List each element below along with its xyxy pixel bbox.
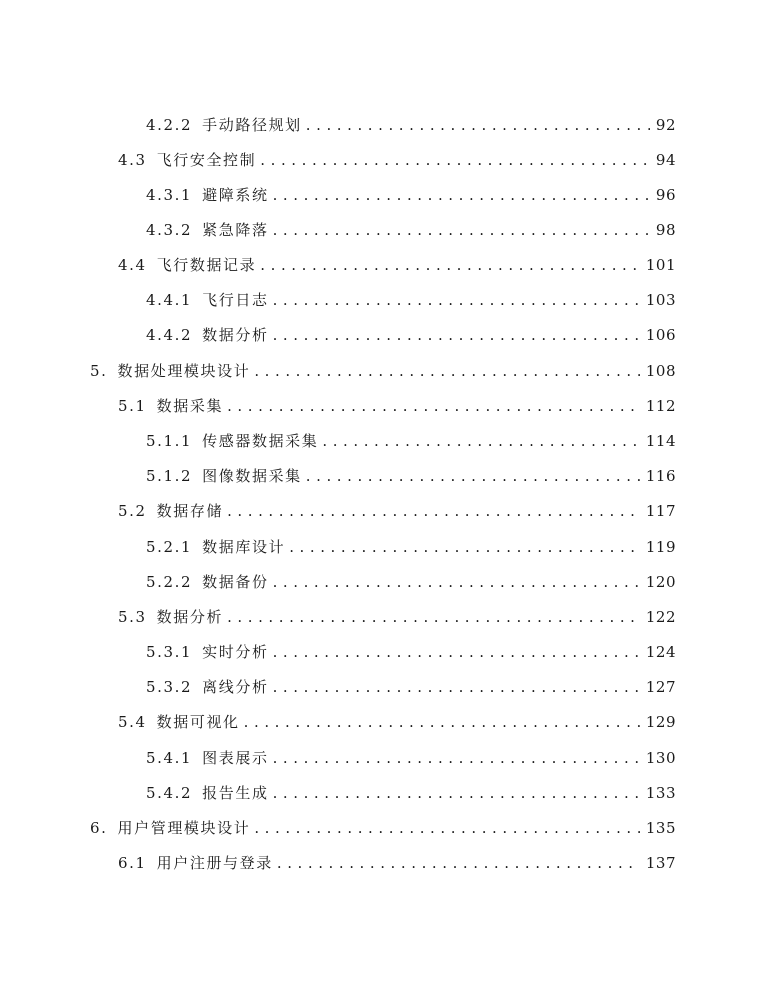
toc-entry-title: 飞行数据记录 <box>156 256 257 274</box>
toc-dot-leader <box>273 573 640 591</box>
toc-entry-number: 5.2.1 <box>146 538 193 556</box>
toc-dot-leader <box>273 749 640 767</box>
toc-entry[interactable] <box>146 430 676 452</box>
toc-entry[interactable] <box>118 500 676 522</box>
toc-entry-number: 6.1 <box>118 854 147 872</box>
toc-entry-page: 117 <box>645 502 676 520</box>
toc-entry-title: 报告生成 <box>202 784 269 802</box>
toc-entry-number: 4.2.2 <box>146 116 193 134</box>
toc-entry[interactable] <box>118 711 676 733</box>
toc-dot-leader <box>306 467 640 485</box>
toc-entry-page: 137 <box>645 854 676 872</box>
toc-dot-leader <box>273 678 640 696</box>
toc-dot-leader <box>260 256 640 274</box>
toc-entry-number: 5.3.2 <box>146 678 193 696</box>
toc-dot-leader <box>289 538 640 556</box>
toc-entry-page: 98 <box>655 221 676 239</box>
toc-entry-number: 5.4.2 <box>146 784 193 802</box>
toc-entry[interactable] <box>146 184 676 206</box>
toc-entry-title: 数据库设计 <box>202 538 286 556</box>
toc-dot-leader <box>273 291 640 309</box>
toc-dot-leader <box>273 326 640 344</box>
toc-entry-page: 120 <box>645 573 676 591</box>
toc-entry-title: 手动路径规划 <box>202 116 302 134</box>
toc-entry-page: 130 <box>645 749 676 767</box>
toc-entry-number: 4.3.1 <box>146 186 193 204</box>
toc-entry-number: 5.2.2 <box>146 573 193 591</box>
toc-entry[interactable] <box>146 219 676 241</box>
toc-entry[interactable] <box>146 571 676 593</box>
toc-dot-leader <box>244 713 640 731</box>
toc-entry-title: 数据分析 <box>202 326 269 344</box>
toc-entry-page: 119 <box>645 538 676 556</box>
toc-dot-leader <box>254 362 640 380</box>
toc-entry-page: 127 <box>645 678 676 696</box>
toc-entry-number: 4.3 <box>118 151 147 169</box>
toc-entry[interactable] <box>118 852 676 874</box>
toc-entry-page: 129 <box>645 713 676 731</box>
toc-entry[interactable] <box>146 324 676 346</box>
toc-dot-leader <box>227 397 640 415</box>
toc-entry-number: 4.4.1 <box>146 291 193 309</box>
toc-dot-leader <box>227 608 640 626</box>
toc-entry-page: 106 <box>645 326 676 344</box>
toc-entry-page: 96 <box>655 186 676 204</box>
toc-entry-number: 5.1 <box>118 397 147 415</box>
toc-entry-number: 4.4 <box>118 256 147 274</box>
toc-dot-leader <box>273 221 650 239</box>
toc-entry[interactable] <box>146 536 676 558</box>
toc-entry[interactable] <box>118 149 676 171</box>
toc-entry-number: 5.3 <box>118 608 147 626</box>
toc-dot-leader <box>277 854 640 872</box>
toc-entry-number: 5.4 <box>118 713 147 731</box>
toc-entry-title: 数据存储 <box>156 502 224 520</box>
toc-dot-leader <box>227 502 640 520</box>
toc-entry-number: 5.2 <box>118 502 147 520</box>
toc-dot-leader <box>260 151 650 169</box>
toc-entry-page: 122 <box>645 608 676 626</box>
toc-entry[interactable] <box>146 676 676 698</box>
toc-entry-title: 用户管理模块设计 <box>117 819 251 837</box>
toc-entry[interactable] <box>146 289 676 311</box>
toc-entry[interactable] <box>118 606 676 628</box>
toc-entry-title: 数据处理模块设计 <box>117 362 251 380</box>
toc-entry[interactable] <box>90 360 676 382</box>
toc-entry-page: 103 <box>645 291 676 309</box>
toc-dot-leader <box>273 643 640 661</box>
toc-entry-number: 5. <box>90 362 108 380</box>
toc-entry[interactable] <box>146 114 676 136</box>
toc-entry-title: 飞行日志 <box>202 291 269 309</box>
toc-entry[interactable] <box>118 254 676 276</box>
toc-entry-title: 飞行安全控制 <box>156 151 257 169</box>
toc-entry-title: 数据备份 <box>202 573 269 591</box>
toc-dot-leader <box>322 432 639 450</box>
toc-entry-page: 114 <box>645 432 676 450</box>
toc-entry-page: 133 <box>645 784 676 802</box>
toc-entry-number: 6. <box>90 819 108 837</box>
toc-entry-page: 94 <box>655 151 676 169</box>
toc-dot-leader <box>273 186 650 204</box>
toc-entry-number: 5.1.1 <box>146 432 193 450</box>
toc-entry[interactable] <box>146 641 676 663</box>
toc-entry-page: 108 <box>645 362 676 380</box>
toc-entry-title: 避障系统 <box>202 186 269 204</box>
toc-entry[interactable] <box>146 465 676 487</box>
toc-entry-number: 4.4.2 <box>146 326 193 344</box>
toc-entry-page: 101 <box>645 256 676 274</box>
toc-entry-page: 124 <box>645 643 676 661</box>
toc-entry[interactable] <box>146 747 676 769</box>
toc-entry-page: 135 <box>645 819 676 837</box>
toc-entry-number: 5.1.2 <box>146 467 193 485</box>
toc-entry-title: 实时分析 <box>202 643 269 661</box>
toc-entry-title: 紧急降落 <box>202 221 269 239</box>
toc-entry-title: 用户注册与登录 <box>156 854 273 872</box>
toc-entry-number: 5.4.1 <box>146 749 193 767</box>
toc-entry-title: 数据采集 <box>156 397 224 415</box>
toc-entry-title: 图像数据采集 <box>202 467 302 485</box>
toc-entry-title: 图表展示 <box>202 749 269 767</box>
toc-entry[interactable] <box>118 395 676 417</box>
toc-dot-leader <box>273 784 640 802</box>
toc-entry-page: 116 <box>645 467 676 485</box>
toc-entry-page: 112 <box>645 397 676 415</box>
toc-entry[interactable] <box>90 817 676 839</box>
toc-entry-title: 数据分析 <box>156 608 224 626</box>
toc-entry-number: 4.3.2 <box>146 221 193 239</box>
toc-entry-title: 传感器数据采集 <box>202 432 319 450</box>
toc-entry-number: 5.3.1 <box>146 643 193 661</box>
toc-entry[interactable] <box>146 782 676 804</box>
toc-entry-title: 离线分析 <box>202 678 269 696</box>
toc-entry-page: 92 <box>655 116 676 134</box>
toc-dot-leader <box>254 819 640 837</box>
toc-dot-leader <box>306 116 650 134</box>
toc-entry-title: 数据可视化 <box>156 713 240 731</box>
